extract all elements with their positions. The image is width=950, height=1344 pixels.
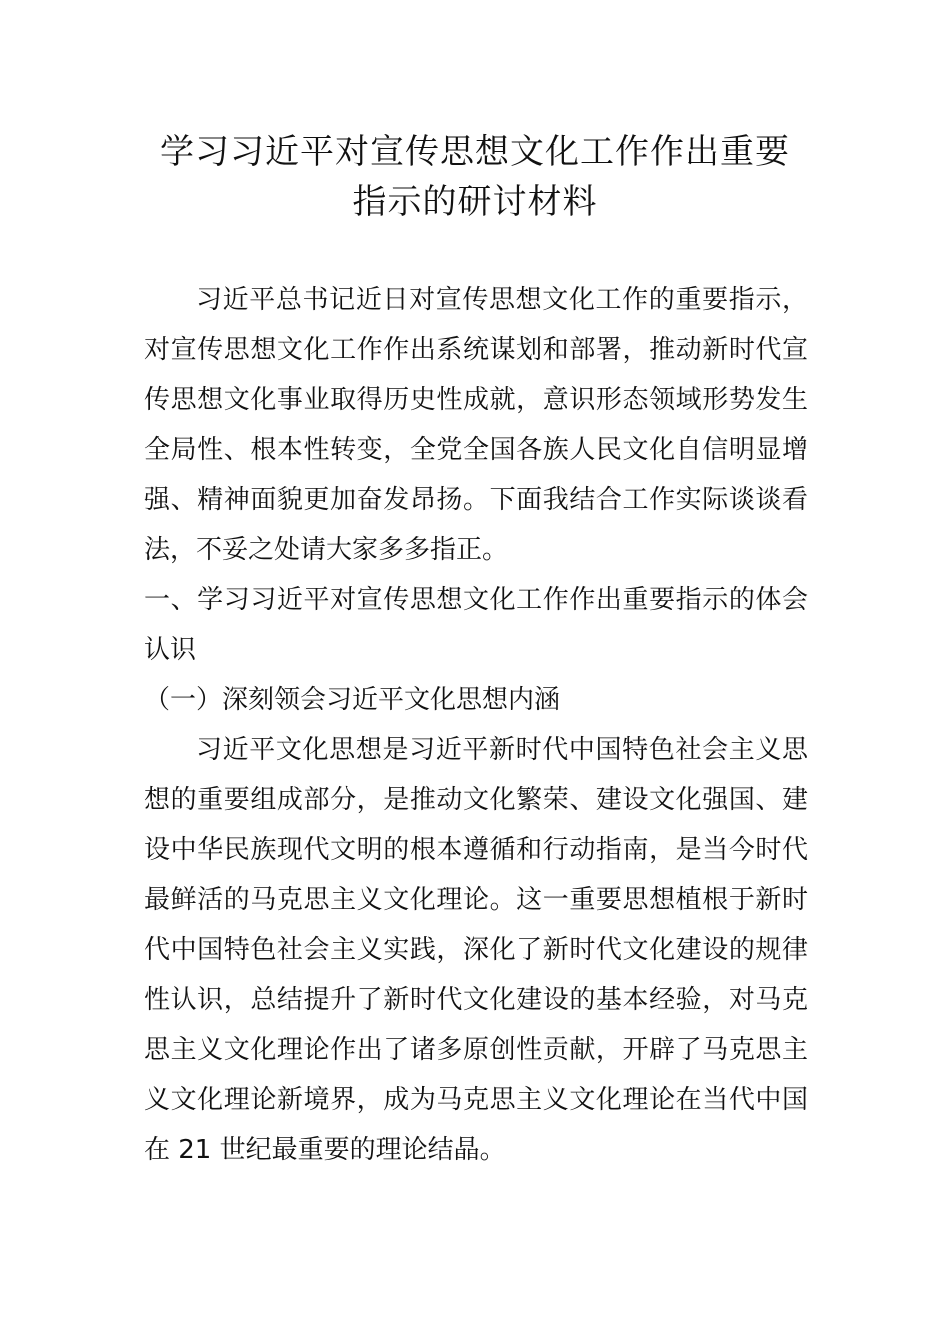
paragraph-1-line: 对宣传思想文化工作作出系统谋划和部署，推动新时代宣 [144,335,808,365]
paragraph-2-line: 义文化理论新境界，成为马克思主义文化理论在当代中国 [144,1085,808,1115]
document-title-line-1: 学习习近平对宣传思想文化工作作出重要 [160,132,790,172]
paragraph-1-line: 习近平总书记近日对宣传思想文化工作的重要指示， [196,285,808,315]
paragraph-2-line: 想的重要组成部分，是推动文化繁荣、建设文化强国、建 [144,785,808,815]
paragraph-2-line: 思主义文化理论作出了诸多原创性贡献，开辟了马克思主 [144,1035,808,1065]
section-heading-line: 认识 [144,635,197,665]
paragraph-2-line: 在 21 世纪最重要的理论结晶。 [144,1135,506,1165]
paragraph-1-line: 全局性、根本性转变，全党全国各族人民文化自信明显增 [144,435,808,465]
document-title-line-2: 指示的研讨材料 [352,182,598,222]
paragraph-2-line: 习近平文化思想是习近平新时代中国特色社会主义思 [196,735,808,765]
paragraph-2-line: 代中国特色社会主义实践，深化了新时代文化建设的规律 [144,935,808,965]
section-heading-line: 一、学习习近平对宣传思想文化工作作出重要指示的体会 [144,585,808,615]
paragraph-2-line: 最鲜活的马克思主义文化理论。这一重要思想植根于新时 [144,885,808,915]
paragraph-1-line: 强、精神面貌更加奋发昂扬。下面我结合工作实际谈谈看 [144,485,808,515]
paragraph-1-line: 法，不妥之处请大家多多指正。 [144,535,509,565]
paragraph-2-line: 性认识，总结提升了新时代文化建设的基本经验，对马克 [144,985,808,1015]
paragraph-1-line: 传思想文化事业取得历史性成就，意识形态领域形势发生 [144,385,808,415]
paragraph-2-line: 设中华民族现代文明的根本遵循和行动指南，是当今时代 [144,835,808,865]
subsection-heading: （一）深刻领会习近平文化思想内涵 [144,685,561,715]
